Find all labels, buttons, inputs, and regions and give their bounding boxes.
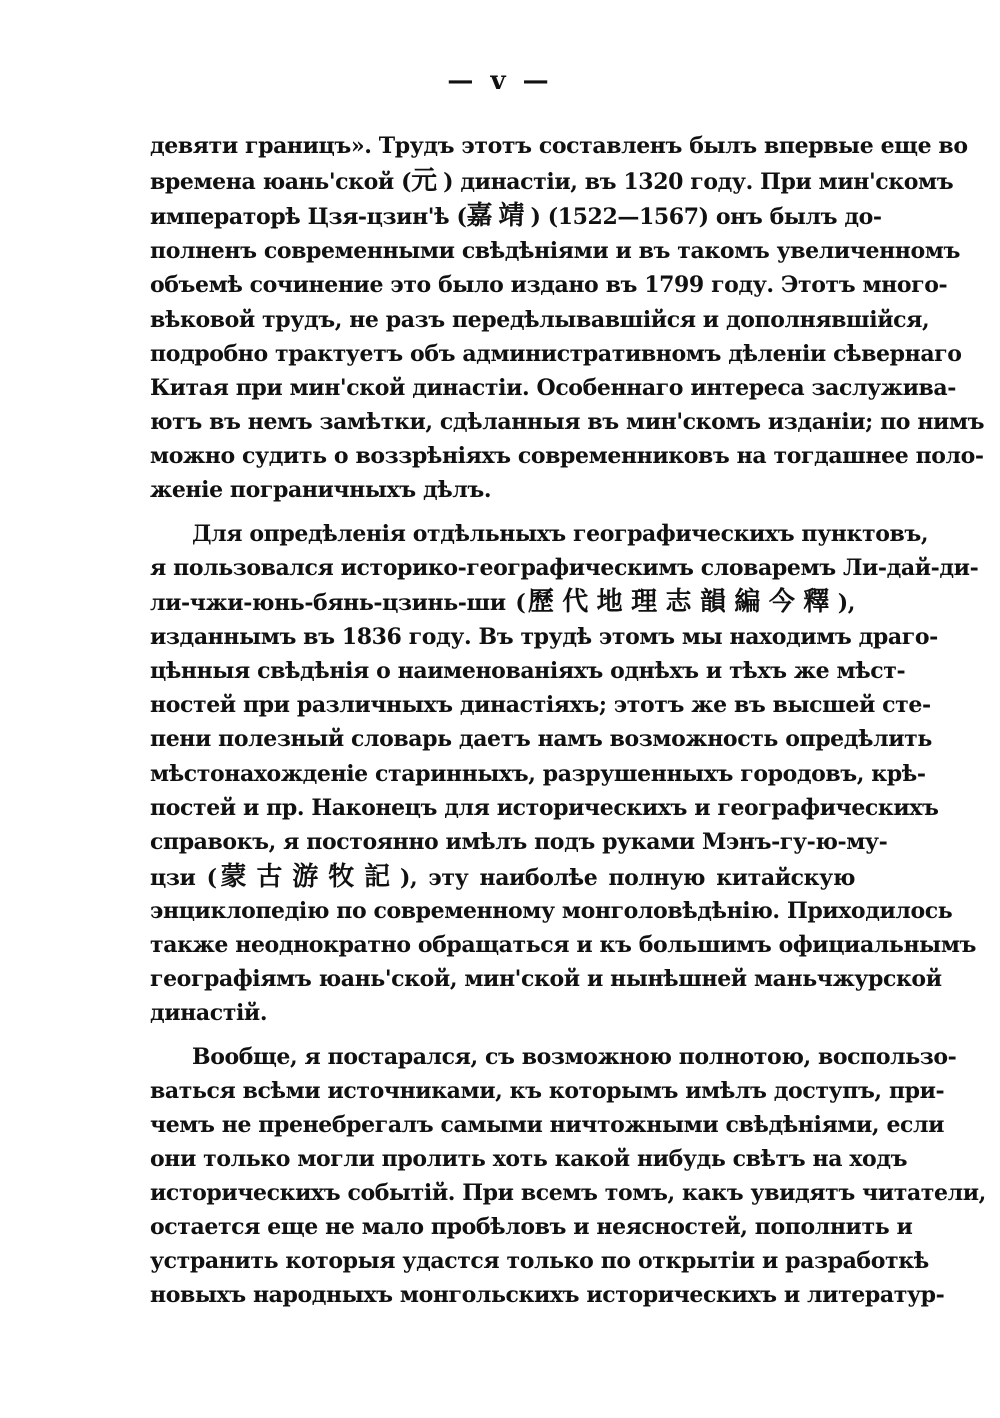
text-line: Китая при мин'ской династіи. Особеннаго интереса заслуживa- bbox=[150, 375, 956, 401]
text-line: времена юань'ской (元) династіи, въ 1320 году. При мин'скомъ bbox=[150, 166, 954, 196]
text-line: мѣстонахожденіе старинныхъ, разрушенныхъ городовъ, крѣ- bbox=[150, 761, 926, 787]
text-line: женіе пограничныхъ дѣлъ. bbox=[150, 477, 492, 503]
text-line: чемъ не пренебрегалъ самыми ничтожными свѣдѣніями, если bbox=[150, 1112, 945, 1138]
text-line: я пользовался историко-географическимъ словаремъ Ли-дай-ди- bbox=[150, 555, 979, 581]
text-line: остается еще не мало пробѣловъ и неясностей, пополнить и bbox=[150, 1214, 913, 1240]
text-line: полненъ современными свѣдѣніями и въ такомъ увеличенномъ bbox=[150, 238, 960, 264]
chinese-characters: 元 bbox=[411, 166, 444, 196]
text-line: постей и пр. Наконецъ для историческихъ и географическихъ bbox=[150, 795, 939, 821]
text-line: новыхъ народныхъ монгольскихъ историческихъ и литератур- bbox=[150, 1282, 945, 1308]
text-line: также неоднократно обращаться и къ большимъ официальнымъ bbox=[150, 932, 977, 958]
text-line: Для опредѣленія отдѣльныхъ географическихъ пунктовъ, bbox=[192, 521, 929, 547]
text-line: Вообще, я постарался, съ возможною полнотою, воспользо- bbox=[192, 1044, 957, 1070]
text-line: они только могли пролить хоть какой нибудь свѣтъ на ходъ bbox=[150, 1146, 908, 1172]
text-line: устранить которыя удастся только по открытіи и разработкѣ bbox=[150, 1248, 929, 1274]
text-line: объемѣ сочинение это было издано въ 1799 году. Этотъ много- bbox=[150, 272, 948, 298]
text-line: ваться всѣми источниками, къ которымъ имѣлъ доступъ, при- bbox=[150, 1078, 945, 1104]
chinese-characters: 歷代地理志韻編今釋 bbox=[525, 587, 838, 617]
text-line: энциклопедію по современному монголовѣдѣнію. Приходилось bbox=[150, 898, 953, 924]
text-line: цѣнныя свѣдѣнія о наименованіяхъ однѣхъ и тѣхъ же мѣст- bbox=[150, 658, 906, 684]
text-line: императорѣ Цзя-цзин'ѣ (嘉靖) (1522—1567) онъ былъ до- bbox=[150, 201, 882, 231]
text-line: географіямъ юань'ской, мин'ской и нынѣшней маньчжурской bbox=[150, 966, 942, 992]
text-line: девяти границъ». Трудъ этотъ составленъ былъ впервые еще во bbox=[150, 133, 968, 159]
chinese-characters: 蒙古游牧記 bbox=[216, 862, 400, 892]
chinese-characters: 嘉靖 bbox=[466, 201, 531, 231]
text-line: династій. bbox=[150, 1000, 268, 1026]
text-line: ютъ въ немъ замѣтки, сдѣланныя въ мин'скомъ изданіи; по нимъ bbox=[150, 409, 985, 435]
text-line: подробно трактуетъ объ административномъ дѣленіи сѣвернаго bbox=[150, 341, 962, 367]
text-line: вѣковой трудъ, не разъ передѣлывавшійся и дополнявшійся, bbox=[150, 307, 930, 333]
text-line: пени полезный словарь даетъ намъ возможность опредѣлить bbox=[150, 726, 932, 752]
text-line: историческихъ событій. При всемъ томъ, какъ увидятъ читатели, bbox=[150, 1180, 986, 1206]
text-line: цзи (蒙古游牧記), эту наиболѣе полную китайскую bbox=[150, 862, 855, 892]
text-line: ли-чжи-юнь-бянь-цзинь-ши (歷代地理志韻編今釋), bbox=[150, 587, 855, 617]
page-number: — v — bbox=[447, 66, 553, 96]
text-line: можно судить о воззрѣніяхъ современниковъ на тогдашнее поло- bbox=[150, 443, 984, 469]
text-line: изданнымъ въ 1836 году. Въ трудѣ этомъ мы находимъ драго- bbox=[150, 624, 938, 650]
text-line: справокъ, я постоянно имѣлъ подъ руками Мэнъ-гу-ю-му- bbox=[150, 829, 888, 855]
text-line: ностей при различныхъ династіяхъ; этотъ же въ высшей сте- bbox=[150, 692, 931, 718]
